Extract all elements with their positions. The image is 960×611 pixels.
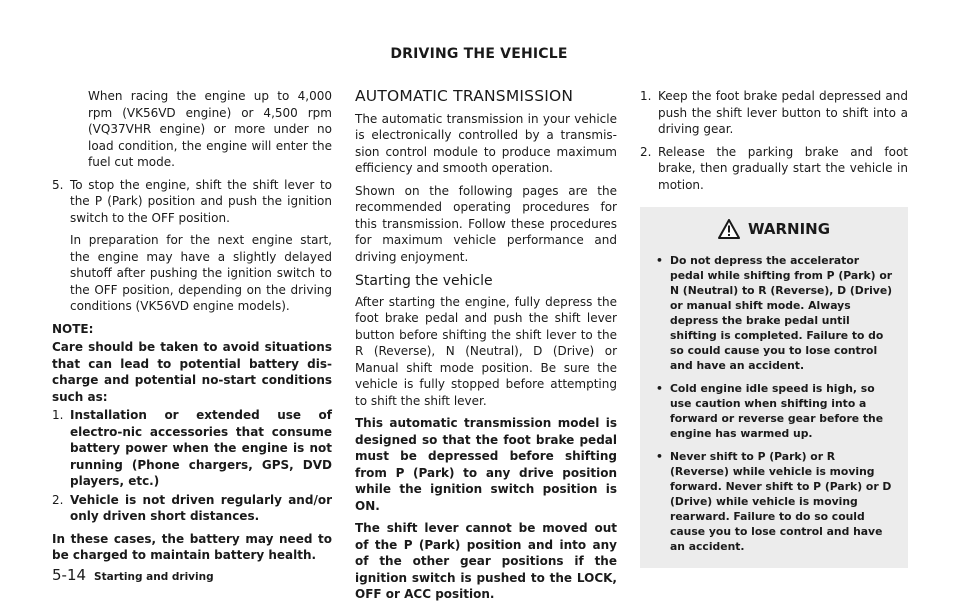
page-number: 5-14: [52, 566, 87, 584]
step-5: [52, 177, 332, 227]
note-item-1: [52, 407, 332, 490]
bullet-dot: •: [656, 450, 663, 463]
warning-bullet: [652, 449, 896, 554]
subsection-heading: Starting the vehicle: [355, 273, 493, 289]
note-label: NOTE:: [52, 321, 94, 336]
note-text: Care should be taken to avoid situations that can lead to potential battery dis-charge and potential no-start conditions such as:: [52, 340, 332, 404]
warning-bullet-text-1: Do not depress the accelerator pedal while shifting from P (Park) or N (Neutral) to R (Reverse), D (Drive) or manual shift mode. Always depress the brake pedal until shifting is completed. Failure to do so could cause you to lose control and have an accident.: [670, 254, 893, 372]
bullet-dot: •: [656, 254, 663, 267]
section-name: Starting and driving: [94, 571, 214, 583]
section-heading: AUTOMATIC TRANSMISSION: [355, 87, 574, 105]
warning-bullet: [652, 381, 896, 441]
note-item-2-text: Vehicle is not driven regularly and/or only driven short distances.: [70, 492, 332, 523]
racing-paragraph: When racing the engine up to 4,000 rpm (VK56VD engine) or 4,500 rpm (VQ37VHR engine) or more under no load condition, the engine will enter the fuel cut mode.: [88, 89, 332, 169]
drive-step-2: [640, 144, 908, 194]
warning-bullet: [652, 253, 896, 373]
closing-paragraph: In these cases, the battery may need to be charged to maintain battery health.: [52, 531, 332, 562]
column-right: [640, 88, 908, 568]
drive-step-1-text: Keep the foot brake pedal depressed and push the shift lever button to shift into a driving gear.: [658, 89, 908, 136]
step-5-text: To stop the engine, shift the shift lever to the P (Park) position and push the ignition switch to the OFF position.: [70, 177, 332, 225]
column-left: [52, 88, 332, 570]
shift-lock-paragraph: The shift lever cannot be moved out of the P (Park) position and into any of the other gear positions if the ignition switch is pushed to the LOCK, OFF or ACC position.: [355, 521, 617, 601]
warning-header: [652, 219, 896, 239]
warning-box: [640, 207, 908, 568]
column-middle: [355, 88, 617, 609]
page-header: DRIVING THE VEHICLE: [390, 46, 568, 62]
drive-step-2-number: 2.: [640, 144, 652, 159]
procedures-paragraph: Shown on the following pages are the recommended operating procedures for this transmission. Follow these procedures for maximum vehicle performance and driving enjoyment.: [355, 183, 617, 264]
drive-step-1: [640, 88, 908, 138]
step-5-number: 5.: [52, 177, 64, 192]
note-item-1-text: Installation or extended use of electro-nic accessories that consume battery power when the engine is not running (Phone chargers, GPS, DVD players, etc.): [70, 408, 332, 488]
intro-paragraph: The automatic transmission in your vehicle is electronically controlled by a transmis-sion control module to produce maximum efficiency and smooth operation.: [355, 111, 617, 175]
warning-bullet-text-2: Cold engine idle speed is high, so use caution when shifting into a forward or reverse gear before the engine has warmed up.: [670, 382, 884, 440]
step-5-subparagraph: In preparation for the next engine start, the engine may have a slightly delayed shutoff after pushing the ignition switch to the OFF position, depending on the driving conditions (VK56VD engine models).: [70, 233, 332, 313]
drive-step-2-text: Release the parking brake and foot brake, then gradually start the vehicle in motion.: [658, 144, 908, 192]
note-item-2-number: 2.: [52, 492, 64, 507]
page-footer: [52, 566, 214, 584]
bullet-dot: •: [656, 382, 663, 395]
note-item-1-number: 1.: [52, 408, 64, 422]
drive-step-1-number: 1.: [640, 89, 652, 103]
warning-triangle-icon: [718, 219, 740, 239]
starting-paragraph: After starting the engine, fully depress the foot brake pedal and push the shift lever button before shifting the shift lever to the R (Reverse), N (Neutral), D (Drive) or Manual shift mode position. Be sure the vehicle is fully stopped before attempting to shift the shift lever.: [355, 294, 617, 408]
warning-bullet-text-3: Never shift to P (Park) or R (Reverse) while vehicle is moving forward. Never shift to P (Park) or D (Drive) while vehicle is moving rearward. Failure to do so could cause you to lose control and have an accident.: [670, 450, 892, 553]
note-item-2: [52, 492, 332, 525]
warning-title: WARNING: [747, 219, 831, 238]
brake-design-paragraph: This automatic transmission model is designed so that the foot brake pedal must be depressed before shifting from P (Park) to any drive position while the ignition switch position is ON.: [355, 416, 617, 513]
